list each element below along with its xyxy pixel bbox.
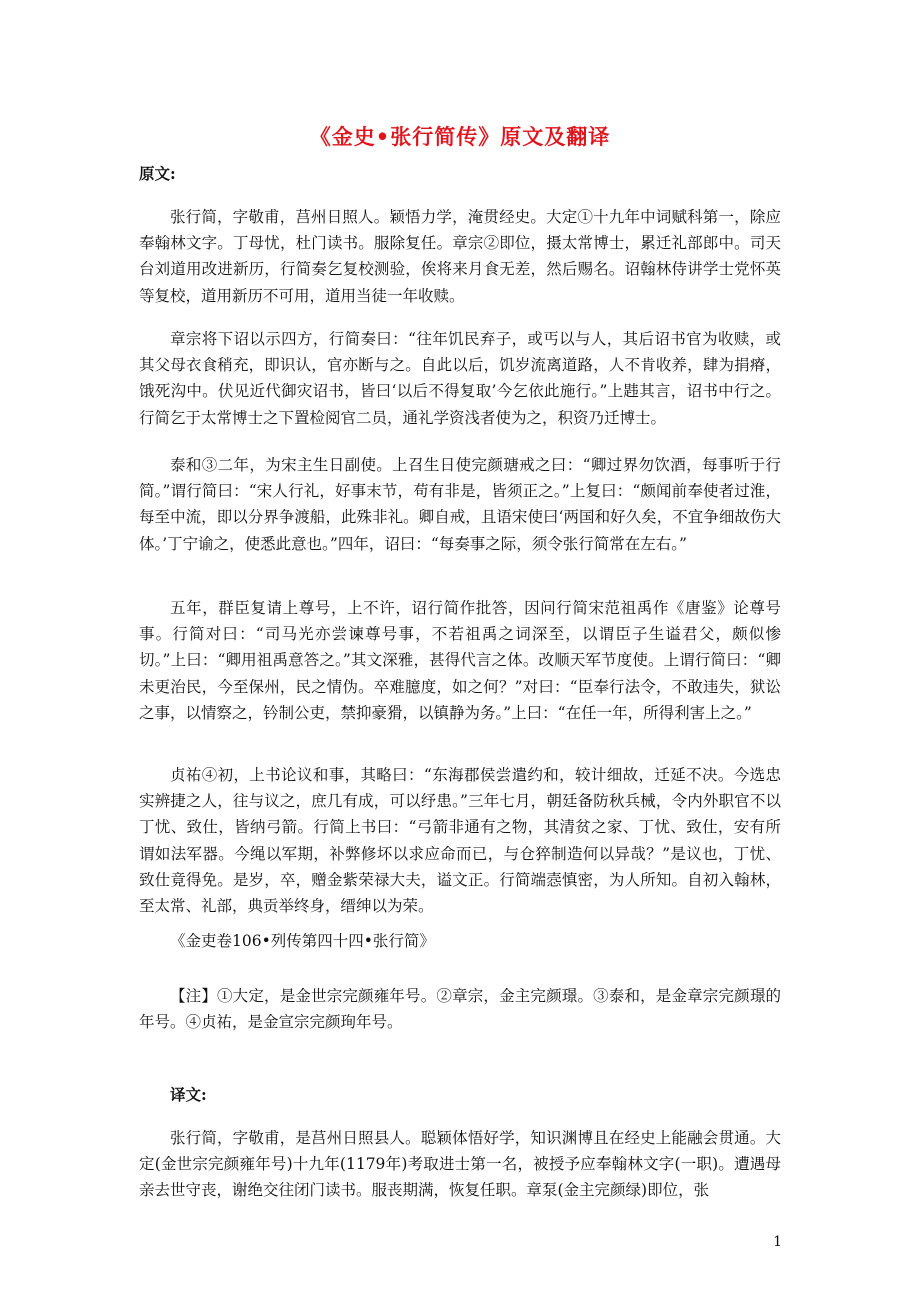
page-number: 1 <box>773 1234 782 1250</box>
original-paragraph: 张行简，字敬甫，莒州日照人。颖悟力学，淹贯经史。大定①十九年中词赋科第一，除应奉翰林文字。丁母忧，杜门读书。服除复任。章宗②即位，摄太常博士，累迁礼部郎中。司天台刘道用改进新历，行简奏乞复校测验，俟将来月食无差，然后赐名。诏翰林侍讲学士党怀英等复校，道用新历不可用，道用当徒一年收赎。 <box>139 208 781 305</box>
original-paragraph: 泰和③二年，为宋主生日副使。上召生日使完颜瑭戒之曰：“卿过界勿饮酒，每事听于行简。”谓行简曰：“宋人行礼，好事末节，苟有非是，皆须正之。”上复曰：“颇闻前奉使者过淮，每至中流，即以分界争渡船，此殊非礼。卿自戒，且语宋使曰‘两国和好久矣，不宜争细故伤大体。’丁宁谕之，使悉此意也。”四年，诏曰：“每奏事之际，须令张行简常在左右。” <box>139 456 781 553</box>
original-paragraph: 五年，群臣复请上尊号，上不许，诏行简作批答，因问行简宋范祖禹作《唐鉴》论尊号事。行简对曰：“司马光亦尝谏尊号事，不若祖禹之词深至，以谓臣子生谥君父，颇似惨切。”上曰：“卿用祖禹意答之。”其文深雅，甚得代言之体。改顺天军节度使。上谓行简曰：“卿未更治民，今至保州，民之情伪。卒难臆度，如之何？”对曰：“臣奉行法令，不敢违失，狱讼之事，以情察之，钤制公吏，禁抑豪猾，以镇静为务。”上曰：“在任一年，所得利害上之。” <box>139 599 781 722</box>
translation-paragraph: 张行简，字敬甫，是莒州日照县人。聪颖体悟好学，知识渊博且在经史上能融会贯通。大定(金世宗完颜雍年号)十九年(1179年)考取进士第一名，被授予应奉翰林文字(一职)。遭遇母亲去世守丧，谢绝交往闭门读书。服丧期满，恢复任职。章泵(金主完颜绿)即位，张 <box>139 1129 781 1200</box>
source-citation: 《金吏卷106•列传第四十四•张行简》 <box>170 932 435 950</box>
translation-label: 译文: <box>170 1085 207 1104</box>
original-text-label: 原文: <box>139 164 176 183</box>
original-paragraph: 章宗将下诏以示四方，行简奏曰：“往年饥民弃子，或丐以与人，其后诏书官为收赎，或其父母衣食稍充，即识认，官亦断与之。自此以后，饥岁流离道路，人不肯收养，肆为捐瘠，饿死沟中。伏见近代御灾诏书，皆曰‘以后不得复取’今乞依此施行。”上韪其言，诏书中行之。行简乞于太常博士之下置检阅官二员，通礼学资浅者使为之，积资乃迁博士。 <box>139 330 781 427</box>
annotation-note: 【注】①大定，是金世宗完颜雍年号。②章宗，金主完颜璟。③泰和，是金章宗完颜璟的年号。④贞祐，是金宣宗完颜珣年号。 <box>139 987 781 1032</box>
original-paragraph: 贞祐④初，上书论议和事，其略曰：“东海郡侯尝遣约和，较计细故，迁延不决。今选忠实辨捷之人，往与议之，庶几有成，可以纾患。”三年七月，朝廷备防秋兵械，令内外职官不以丁忧、致仕，皆纳弓箭。行简上书曰：“弓箭非通有之物，其清贫之家、丁忧、致仕，安有所谓如法军器。今绳以军期，补弊修坏以求应命而已，与仓猝制造何以异哉？”是议也，丁忧、致仕竟得免。是岁，卒，赠金紫荣禄大夫，谥文正。行简端悫慎密，为人所知。自初入翰林，至太常、礼部，典贡举终身，缙绅以为荣。 <box>139 766 781 916</box>
document-title: 《金史•张行简传》原文及翻译 <box>309 124 611 149</box>
